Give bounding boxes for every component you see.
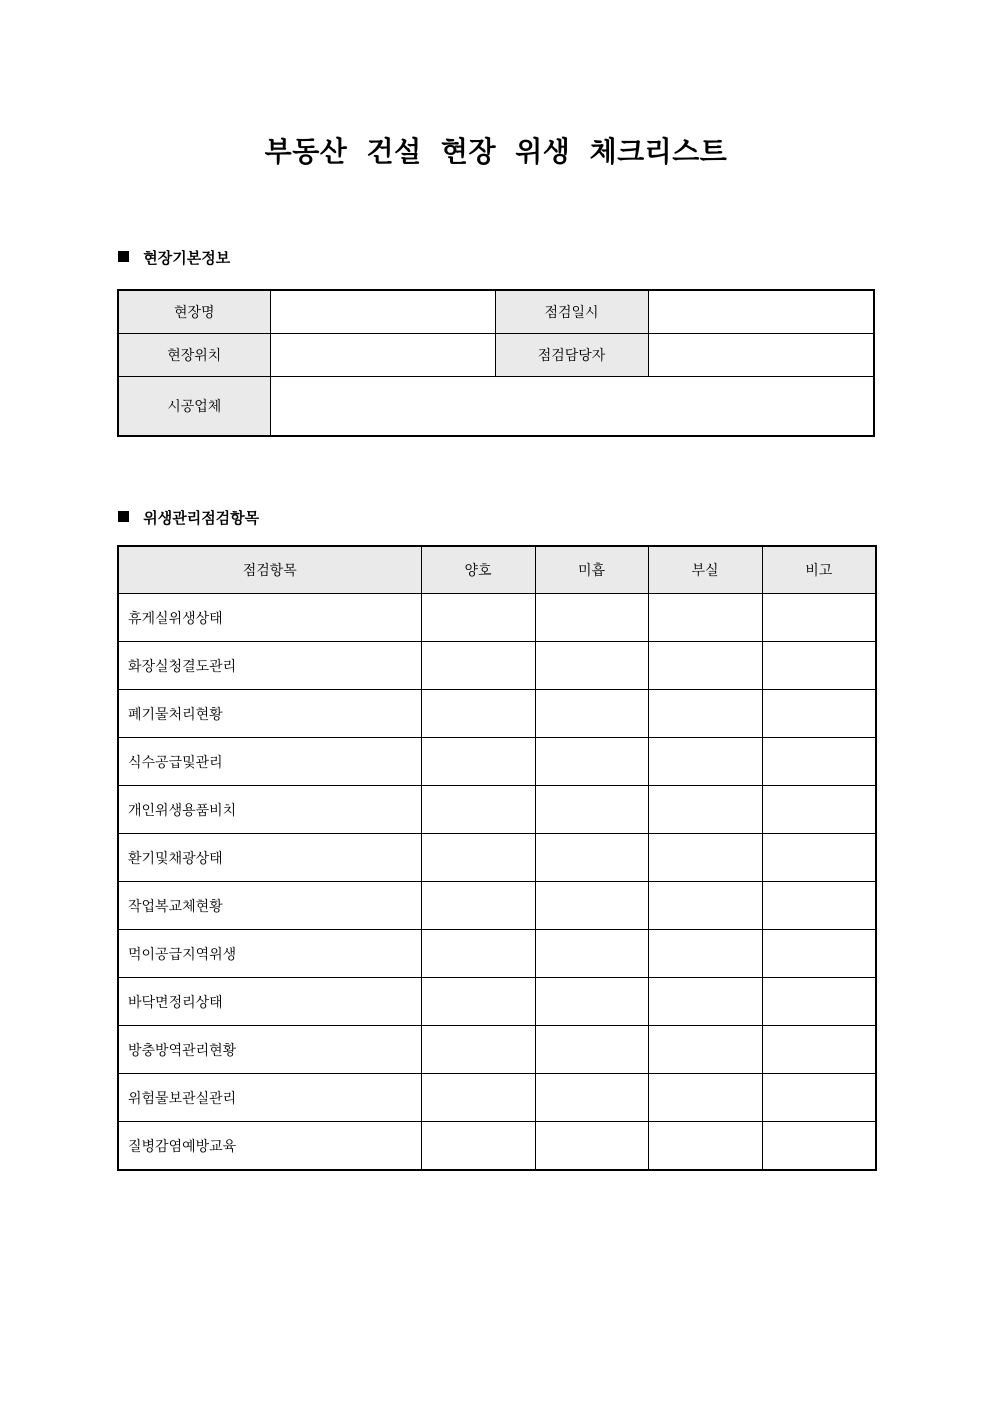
table-row xyxy=(118,882,876,930)
hygiene-checklist-table xyxy=(117,545,877,1171)
checklist-cell-good[interactable] xyxy=(421,690,535,738)
table-row xyxy=(118,1026,876,1074)
checklist-item-label: 환기및채광상태 xyxy=(118,834,421,882)
table-row xyxy=(118,1122,876,1171)
checklist-item-label: 바닥면정리상태 xyxy=(118,978,421,1026)
checklist-cell-poor[interactable] xyxy=(648,594,762,642)
column-header-fair: 미흡 xyxy=(535,546,648,594)
checklist-cell-remarks[interactable] xyxy=(762,1026,876,1074)
checklist-cell-poor[interactable] xyxy=(648,690,762,738)
column-header-poor: 부실 xyxy=(648,546,762,594)
table-header-row xyxy=(118,546,876,594)
checklist-cell-fair[interactable] xyxy=(535,1122,648,1171)
inspector-label: 점검담당자 xyxy=(495,334,648,377)
table-row xyxy=(118,738,876,786)
section-heading-site-info xyxy=(118,247,230,269)
page-title: 부동산 건설 현장 위생 체크리스트 xyxy=(264,135,728,168)
site-location-value[interactable] xyxy=(270,334,495,377)
inspector-value[interactable] xyxy=(648,334,874,377)
column-header-item: 점검항목 xyxy=(118,546,421,594)
section-heading-hygiene-items xyxy=(118,507,259,529)
checklist-cell-good[interactable] xyxy=(421,642,535,690)
checklist-cell-remarks[interactable] xyxy=(762,978,876,1026)
checklist-cell-fair[interactable] xyxy=(535,930,648,978)
checklist-cell-remarks[interactable] xyxy=(762,834,876,882)
checklist-cell-good[interactable] xyxy=(421,834,535,882)
checklist-cell-poor[interactable] xyxy=(648,834,762,882)
checklist-item-label: 질병감염예방교육 xyxy=(118,1122,421,1171)
checklist-item-label: 위험물보관실관리 xyxy=(118,1074,421,1122)
checklist-cell-remarks[interactable] xyxy=(762,930,876,978)
checklist-cell-poor[interactable] xyxy=(648,882,762,930)
checklist-cell-fair[interactable] xyxy=(535,882,648,930)
checklist-cell-poor[interactable] xyxy=(648,642,762,690)
table-row xyxy=(118,930,876,978)
checklist-item-label: 방충방역관리현황 xyxy=(118,1026,421,1074)
table-row xyxy=(118,834,876,882)
checklist-cell-good[interactable] xyxy=(421,1074,535,1122)
checklist-cell-fair[interactable] xyxy=(535,642,648,690)
checklist-item-label: 개인위생용품비치 xyxy=(118,786,421,834)
checklist-item-label: 폐기물처리현황 xyxy=(118,690,421,738)
checklist-item-label: 먹이공급지역위생 xyxy=(118,930,421,978)
site-name-label: 현장명 xyxy=(118,290,270,334)
table-row xyxy=(118,1074,876,1122)
black-square-bullet-icon xyxy=(118,511,129,522)
checklist-cell-good[interactable] xyxy=(421,882,535,930)
checklist-cell-fair[interactable] xyxy=(535,834,648,882)
black-square-bullet-icon xyxy=(118,251,129,262)
site-info-table xyxy=(117,289,875,437)
checklist-cell-remarks[interactable] xyxy=(762,786,876,834)
checklist-cell-remarks[interactable] xyxy=(762,690,876,738)
checklist-cell-good[interactable] xyxy=(421,1122,535,1171)
checklist-cell-remarks[interactable] xyxy=(762,738,876,786)
table-row xyxy=(118,978,876,1026)
checklist-item-label: 화장실청결도관리 xyxy=(118,642,421,690)
section-heading-hygiene-items-label: 위생관리점검항목 xyxy=(143,509,260,527)
checklist-cell-poor[interactable] xyxy=(648,786,762,834)
inspection-datetime-value[interactable] xyxy=(648,290,874,334)
checklist-cell-good[interactable] xyxy=(421,930,535,978)
checklist-cell-good[interactable] xyxy=(421,1026,535,1074)
checklist-cell-fair[interactable] xyxy=(535,1074,648,1122)
checklist-cell-remarks[interactable] xyxy=(762,1074,876,1122)
table-row xyxy=(118,290,874,334)
table-row xyxy=(118,642,876,690)
checklist-cell-fair[interactable] xyxy=(535,786,648,834)
checklist-cell-good[interactable] xyxy=(421,738,535,786)
checklist-cell-poor[interactable] xyxy=(648,978,762,1026)
checklist-cell-good[interactable] xyxy=(421,594,535,642)
contractor-label: 시공업체 xyxy=(118,377,270,437)
table-row xyxy=(118,690,876,738)
checklist-cell-fair[interactable] xyxy=(535,594,648,642)
site-location-label: 현장위치 xyxy=(118,334,270,377)
checklist-cell-good[interactable] xyxy=(421,786,535,834)
checklist-cell-poor[interactable] xyxy=(648,1074,762,1122)
checklist-cell-remarks[interactable] xyxy=(762,1122,876,1171)
checklist-cell-remarks[interactable] xyxy=(762,642,876,690)
checklist-item-label: 작업복교체현황 xyxy=(118,882,421,930)
checklist-cell-poor[interactable] xyxy=(648,930,762,978)
table-row xyxy=(118,786,876,834)
column-header-remarks: 비고 xyxy=(762,546,876,594)
checklist-cell-remarks[interactable] xyxy=(762,882,876,930)
inspection-datetime-label: 점검일시 xyxy=(495,290,648,334)
checklist-cell-fair[interactable] xyxy=(535,690,648,738)
checklist-cell-fair[interactable] xyxy=(535,1026,648,1074)
table-row xyxy=(118,334,874,377)
table-row xyxy=(118,594,876,642)
checklist-cell-fair[interactable] xyxy=(535,738,648,786)
site-name-value[interactable] xyxy=(270,290,495,334)
checklist-item-label: 휴게실위생상태 xyxy=(118,594,421,642)
checklist-cell-fair[interactable] xyxy=(535,978,648,1026)
checklist-item-label: 식수공급및관리 xyxy=(118,738,421,786)
column-header-good: 양호 xyxy=(421,546,535,594)
contractor-value[interactable] xyxy=(270,377,874,437)
table-row xyxy=(118,377,874,437)
checklist-cell-poor[interactable] xyxy=(648,1122,762,1171)
checklist-cell-remarks[interactable] xyxy=(762,594,876,642)
checklist-cell-poor[interactable] xyxy=(648,738,762,786)
checklist-cell-poor[interactable] xyxy=(648,1026,762,1074)
checklist-cell-good[interactable] xyxy=(421,978,535,1026)
section-heading-site-info-label: 현장기본정보 xyxy=(143,249,231,267)
